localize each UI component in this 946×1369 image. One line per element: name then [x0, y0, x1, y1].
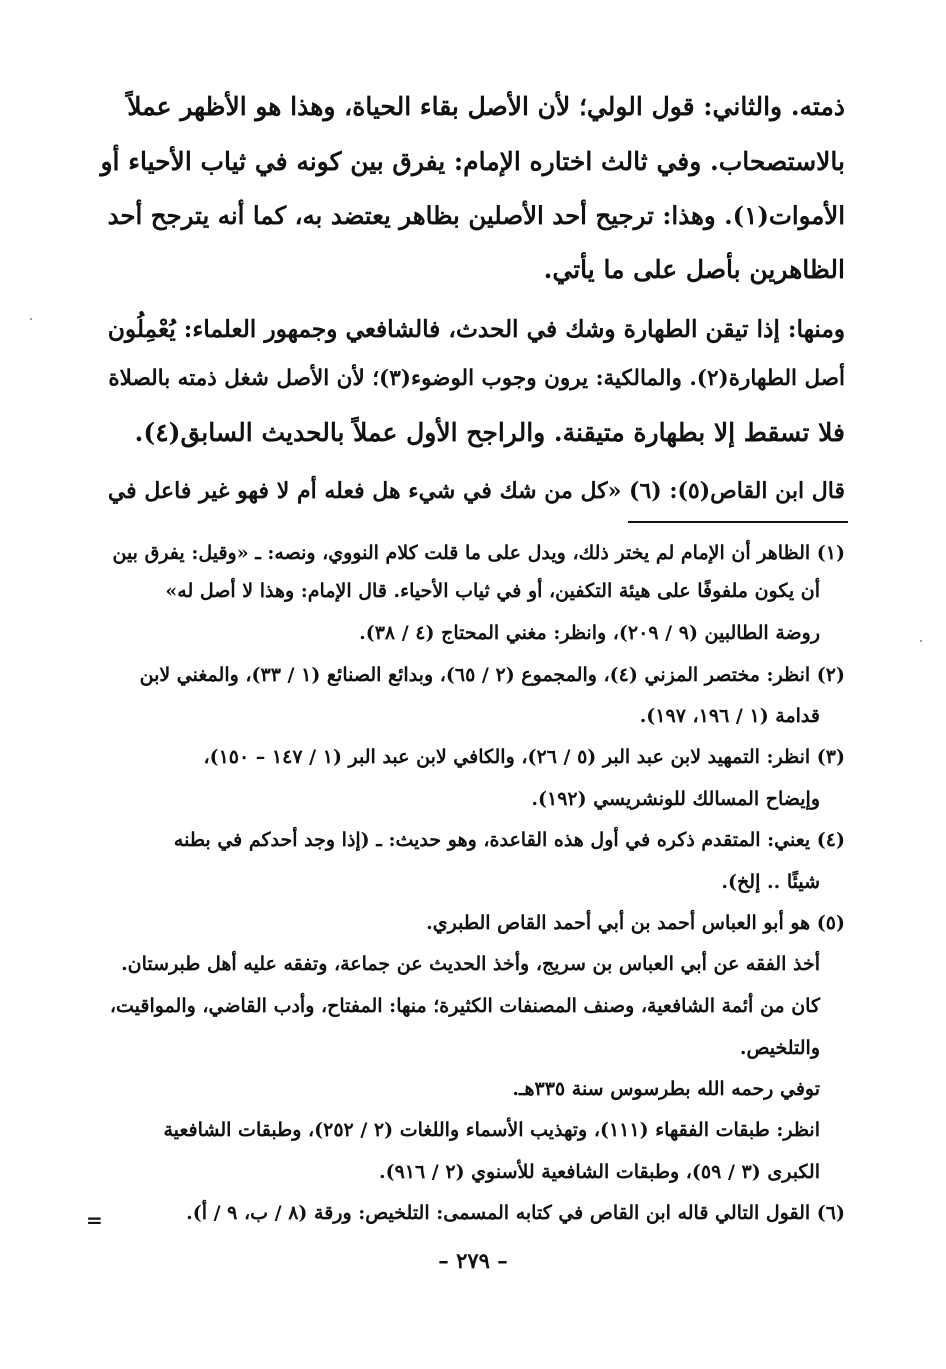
- margin-marker: =: [86, 1208, 103, 1232]
- footnote-line: (٣) انظر: التمهيد لابن عبد البر (٥ / ٢٦)، والكافي لابن عبد البر (١ / ١٤٧ – ١٥٠)،: [203, 746, 845, 768]
- footnote-line: الكبرى (٣ / ٥٩)، وطبقات الشافعية للأسنوي (٢ / ٩١٦).: [378, 1161, 820, 1183]
- page-number: – ٢٧٩ –: [438, 1248, 508, 1273]
- footnote-line: انظر: طبقات الفقهاء (١١١)، وتهذيب الأسماء واللغات (٢ / ٢٥٢)، وطبقات الشافعية: [163, 1119, 820, 1141]
- footnote-line: أن يكون ملفوفًا على هيئة التكفين، أو في ثياب الأحياء. قال الإمام: وهذا لا أصل له»: [165, 580, 820, 602]
- scan-speck: [920, 640, 922, 642]
- footnote-line: شيئًا .. إلخ).: [721, 871, 820, 893]
- footnote-line: والتلخيص.: [739, 1037, 820, 1059]
- footnote-line: أخذ الفقه عن أبي العباس بن سريج، وأخذ الحديث عن جماعة، وتفقه عليه أهل طبرستان.: [121, 953, 820, 975]
- footnote-line: كان من أئمة الشافعية، وصنف المصنفات الكثيرة؛ منها: المفتاح، وأدب القاضي، والمواقيت،: [109, 995, 820, 1017]
- text-line: الظاهرين بأصل على ما يأتي.: [543, 255, 845, 284]
- footnote-line: روضة الطالبين (٩ / ٢٠٩)، وانظر: مغني المحتاج (٤ / ٣٨).: [359, 622, 820, 644]
- footnote-line: وإيضاح المسالك للونشريسي (١٩٢).: [531, 788, 820, 810]
- footnote-line: (٢) انظر: مختصر المزني (٤)، والمجموع (٢ / ٦٥)، وبدائع الصنائع (١ / ٣٣)، والمغني لابن: [139, 664, 845, 686]
- footnote-line: (١) الظاهر أن الإمام لم يختر ذلك، ويدل على ما قلت كلام النووي، ونصه: ـ «وقيل: يفرق بين: [112, 542, 845, 564]
- footnote-line: توفي رحمه الله بطرسوس سنة ٣٣٥هـ.: [512, 1078, 820, 1100]
- footnote-line: (٦) القول التالي قاله ابن القاص في كتابه المسمى: التلخيص: ورقة (٨ / ب، ٩ / أ).: [186, 1202, 845, 1224]
- footnote-separator: [628, 521, 848, 523]
- footnote-line: قدامة (١ / ١٩٦، ١٩٧).: [639, 705, 820, 727]
- text-line: بالاستصحاب. وفي ثالث اختاره الإمام: يفرق بين كونه في ثياب الأحياء أو: [100, 147, 845, 176]
- text-line: قال ابن القاص(٥): (٦) «كل من شك في شيء هل فعله أم لا فهو غير فاعل في: [107, 478, 845, 504]
- text-line: ذمته. والثاني: قول الولي؛ لأن الأصل بقاء الحياة، وهذا هو الأظهر عملاً: [127, 92, 845, 121]
- scan-speck: [30, 318, 32, 320]
- text-line: فلا تسقط إلا بطهارة متيقنة. والراجح الأول عملاً بالحديث السابق(٤).: [134, 418, 845, 447]
- text-line: أصل الطهارة(٢). والمالكية: يرون وجوب الوضوء(٣)؛ لأن الأصل شغل ذمته بالصلاة: [108, 366, 845, 391]
- text-line: الأموات(١). وهذا: ترجيح أحد الأصلين بظاهر يعتضد به، كما أنه يترجح أحد: [107, 201, 845, 230]
- footnote-line: (٥) هو أبو العباس أحمد بن أبي أحمد القاص الطبري.: [426, 912, 845, 934]
- text-line: ومنها: إذا تيقن الطهارة وشك في الحدث، فالشافعي وجمهور العلماء: يُعْمِلُون: [107, 316, 845, 343]
- footnote-line: (٤) يعني: المتقدم ذكره في أول هذه القاعدة، وهو حديث: ـ (إذا وجد أحدكم في بطنه: [173, 829, 845, 851]
